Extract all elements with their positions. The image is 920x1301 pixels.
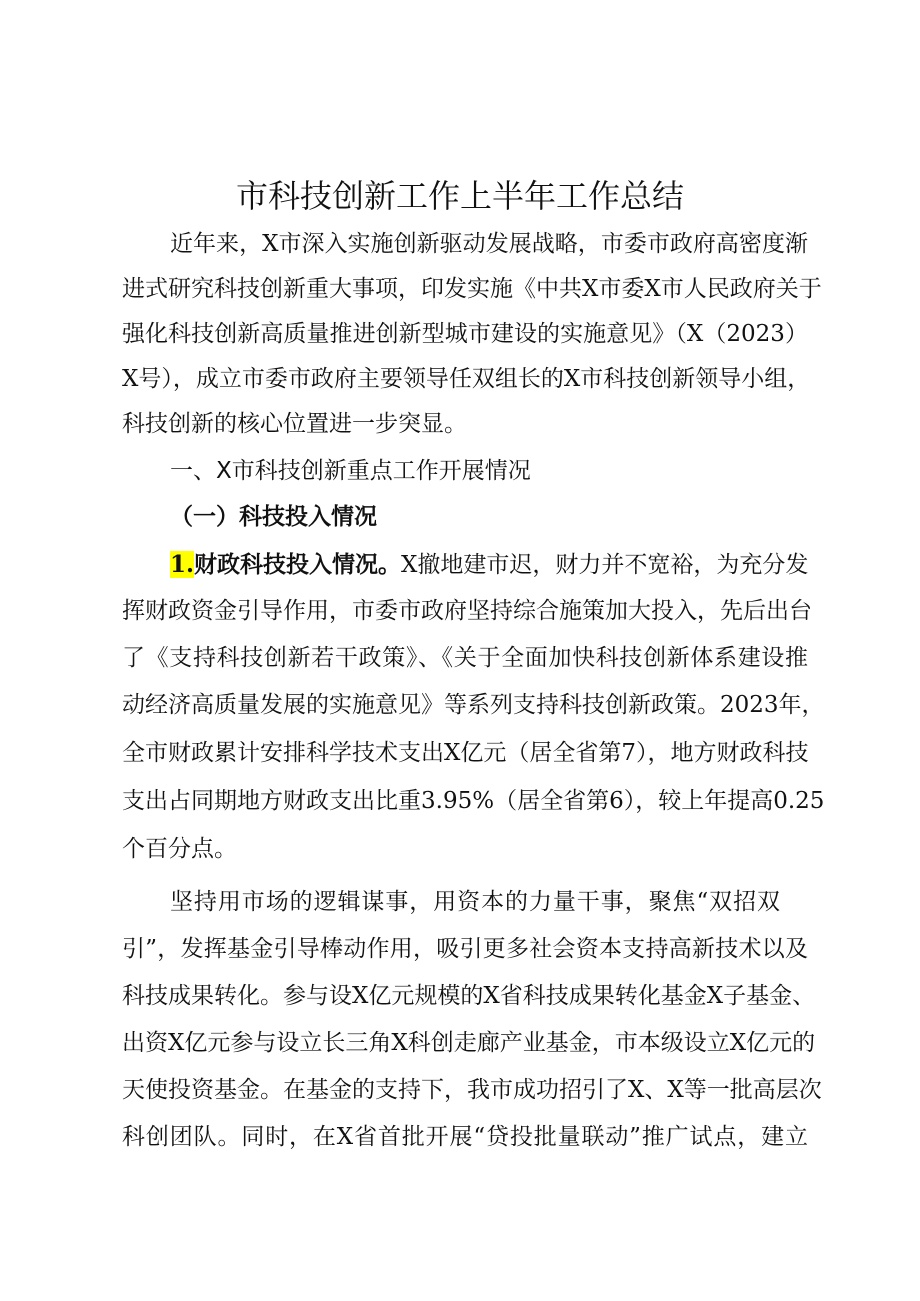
para-2-line: 科创团队。同时，在X省首批开展“贷投批量联动”推广试点，建立 (122, 1124, 808, 1150)
section-heading: 一、X市科技创新重点工作开展情况 (170, 458, 531, 484)
para-2-line: 出资X亿元参与设立长三角X科创走廊产业基金，市本级设立X亿元的 (122, 1030, 816, 1056)
intro-line: 进式研究科技创新重大事项，印发实施《中共X市委X市人民政府关于 (122, 276, 822, 302)
para-2-line: 科技成果转化。参与设X亿元规模的X省科技成果转化基金X子基金、 (122, 983, 816, 1009)
para-2-line: 天使投资基金。在基金的支持下，我市成功招引了X、X等一批高层次 (122, 1077, 822, 1103)
item-number: 1. (170, 551, 195, 578)
intro-line: 近年来，X市深入实施创新驱动发展战略，市委市政府高密度渐 (170, 231, 808, 257)
intro-line: 强化科技创新高质量推进创新型城市建设的实施意见》（X（2023） (122, 321, 808, 347)
intro-line: 科技创新的核心位置进一步突显。 (122, 411, 467, 437)
item-1-line: 支出占同期地方财政支出比重3.95%（居全省第6），较上年提高0.25 (122, 788, 825, 814)
item-1-line: 挥财政资金引导作用，市委市政府坚持综合施策加大投入，先后出台 (122, 598, 812, 624)
item-1-line: 全市财政累计安排科学技术支出X亿元（居全省第7），地方财政科技 (122, 740, 809, 766)
item-1-line: 个百分点。 (122, 836, 237, 862)
item-1-first-line (170, 548, 808, 582)
item-1-line: 了《支持科技创新若干政策》、《关于全面加快科技创新体系建设推 (122, 645, 808, 671)
subsection-heading: （一）科技投入情况 (170, 503, 377, 530)
para-2-line: 引”，发挥基金引导棒动作用，吸引更多社会资本支持高新技术以及 (122, 936, 808, 962)
item-text: X撤地建市迟，财力并不宽裕，为充分发 (401, 552, 809, 578)
para-2-line: 坚持用市场的逻辑谋事，用资本的力量干事，聚焦“双招双 (170, 889, 780, 915)
item-1-line: 动经济高质量发展的实施意见》等系列支持科技创新政策。2023年， (122, 692, 825, 718)
item-lead: 财政科技投入情况。 (194, 551, 402, 578)
document-title: 市科技创新工作上半年工作总结 (235, 177, 684, 215)
intro-line: X号），成立市委市政府主要领导任双组长的X市科技创新领导小组， (122, 366, 811, 392)
